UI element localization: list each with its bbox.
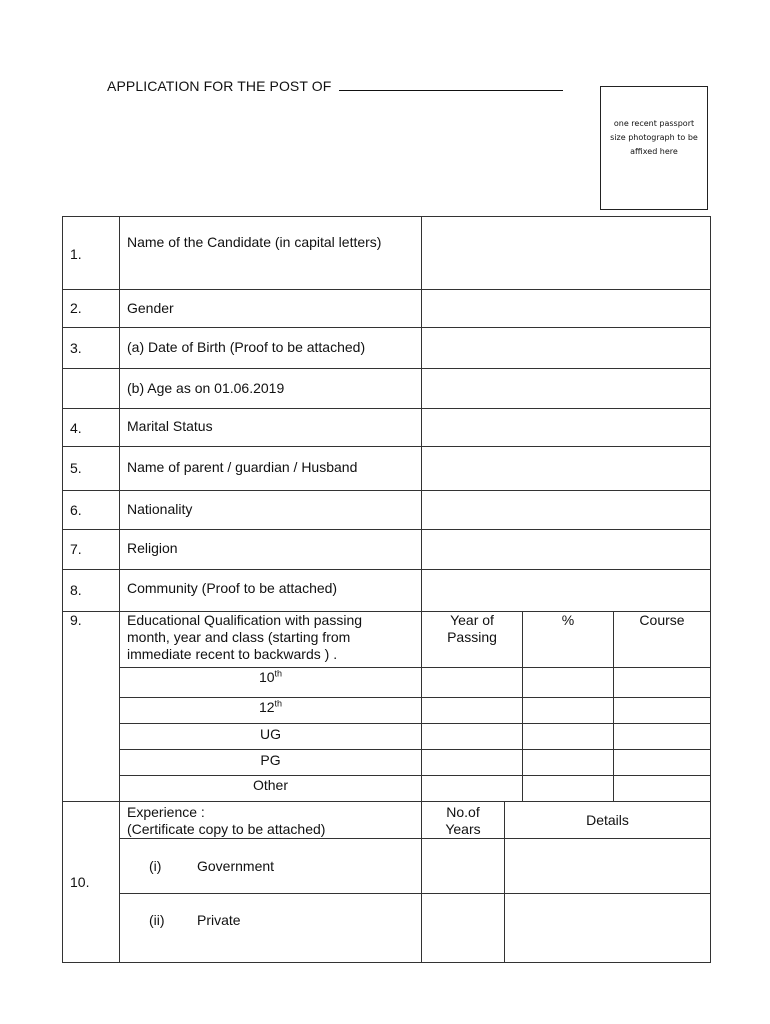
row-line — [62, 529, 711, 530]
percent-column-divider — [613, 611, 614, 801]
row-line — [62, 368, 711, 369]
column-header-course: Course — [639, 612, 685, 628]
level-text: 10 — [258, 669, 275, 685]
education-row-line — [119, 667, 711, 668]
row-number-6: 6. — [70, 502, 82, 518]
experience-item-roman-i: (i) — [149, 858, 162, 874]
row-number-8: 8. — [70, 582, 82, 598]
row-line — [62, 327, 711, 328]
education-level-12th — [212, 699, 329, 716]
label-candidate-name: Name of the Candidate (in capital letters) — [127, 234, 382, 250]
row-line — [62, 408, 711, 409]
label-column-divider — [421, 216, 422, 963]
row-number-10: 10. — [70, 874, 90, 890]
row-line — [62, 446, 711, 447]
education-row-line — [119, 723, 711, 724]
label-experience: Experience : — [127, 804, 205, 820]
year-column-divider — [522, 611, 523, 801]
education-level-10th — [212, 669, 329, 686]
level-superscript: th — [274, 698, 283, 709]
row-line — [62, 289, 711, 290]
table-right-border — [710, 216, 711, 963]
photo-placeholder-box — [600, 86, 708, 210]
row-number-1: 1. — [70, 246, 82, 262]
education-level-ug: UG — [260, 726, 281, 742]
row-number-9: 9. — [70, 612, 82, 628]
experience-item-government: Government — [197, 858, 275, 874]
photo-instruction-text: one recent passport size photograph to be affixed here — [610, 119, 698, 156]
experience-row-line — [119, 893, 711, 894]
label-date-of-birth: (a) Date of Birth (Proof to be attached) — [127, 339, 366, 355]
application-form-table — [62, 216, 711, 963]
label-religion: Religion — [127, 540, 178, 556]
row-number-5: 5. — [70, 460, 82, 476]
table-bottom-border — [62, 962, 711, 963]
row-line — [62, 569, 711, 570]
column-header-year-of-passing: Year of Passing — [447, 612, 497, 645]
column-header-percent: % — [561, 612, 575, 628]
title-text: APPLICATION FOR THE POST OF — [107, 78, 332, 94]
row-number-3: 3. — [70, 340, 82, 356]
row-number-7: 7. — [70, 541, 82, 557]
education-level-other: Other — [252, 777, 288, 793]
label-community: Community (Proof to be attached) — [127, 580, 338, 596]
column-header-no-of-years: No.of Years — [445, 804, 481, 837]
column-header-details: Details — [586, 812, 629, 828]
experience-item-private: Private — [197, 912, 241, 928]
page-title — [107, 78, 563, 94]
education-row-line — [119, 697, 711, 698]
post-name-blank-line[interactable] — [339, 78, 563, 91]
label-experience-certificate: (Certificate copy to be attached) — [127, 821, 326, 837]
row-line — [62, 801, 711, 802]
row-line — [62, 490, 711, 491]
label-age: (b) Age as on 01.06.2019 — [127, 380, 285, 396]
number-column-divider — [119, 216, 120, 963]
education-row-line — [119, 775, 711, 776]
label-nationality: Nationality — [127, 501, 193, 517]
label-marital-status: Marital Status — [127, 418, 213, 434]
education-level-pg: PG — [260, 752, 281, 768]
level-superscript: th — [274, 668, 283, 679]
row-number-2: 2. — [70, 300, 82, 316]
experience-item-roman-ii: (ii) — [149, 912, 165, 928]
row-number-4: 4. — [70, 420, 82, 436]
label-parent-guardian: Name of parent / guardian / Husband — [127, 459, 358, 475]
label-educational-qualification: Educational Qualification with passing month, year and class (starting from immediate recent to backwards ) . — [127, 612, 363, 662]
table-top-border — [62, 216, 711, 217]
experience-row-line — [119, 838, 711, 839]
level-text: 12 — [258, 699, 275, 715]
education-row-line — [119, 749, 711, 750]
table-left-border — [62, 216, 63, 963]
label-gender: Gender — [127, 300, 174, 316]
